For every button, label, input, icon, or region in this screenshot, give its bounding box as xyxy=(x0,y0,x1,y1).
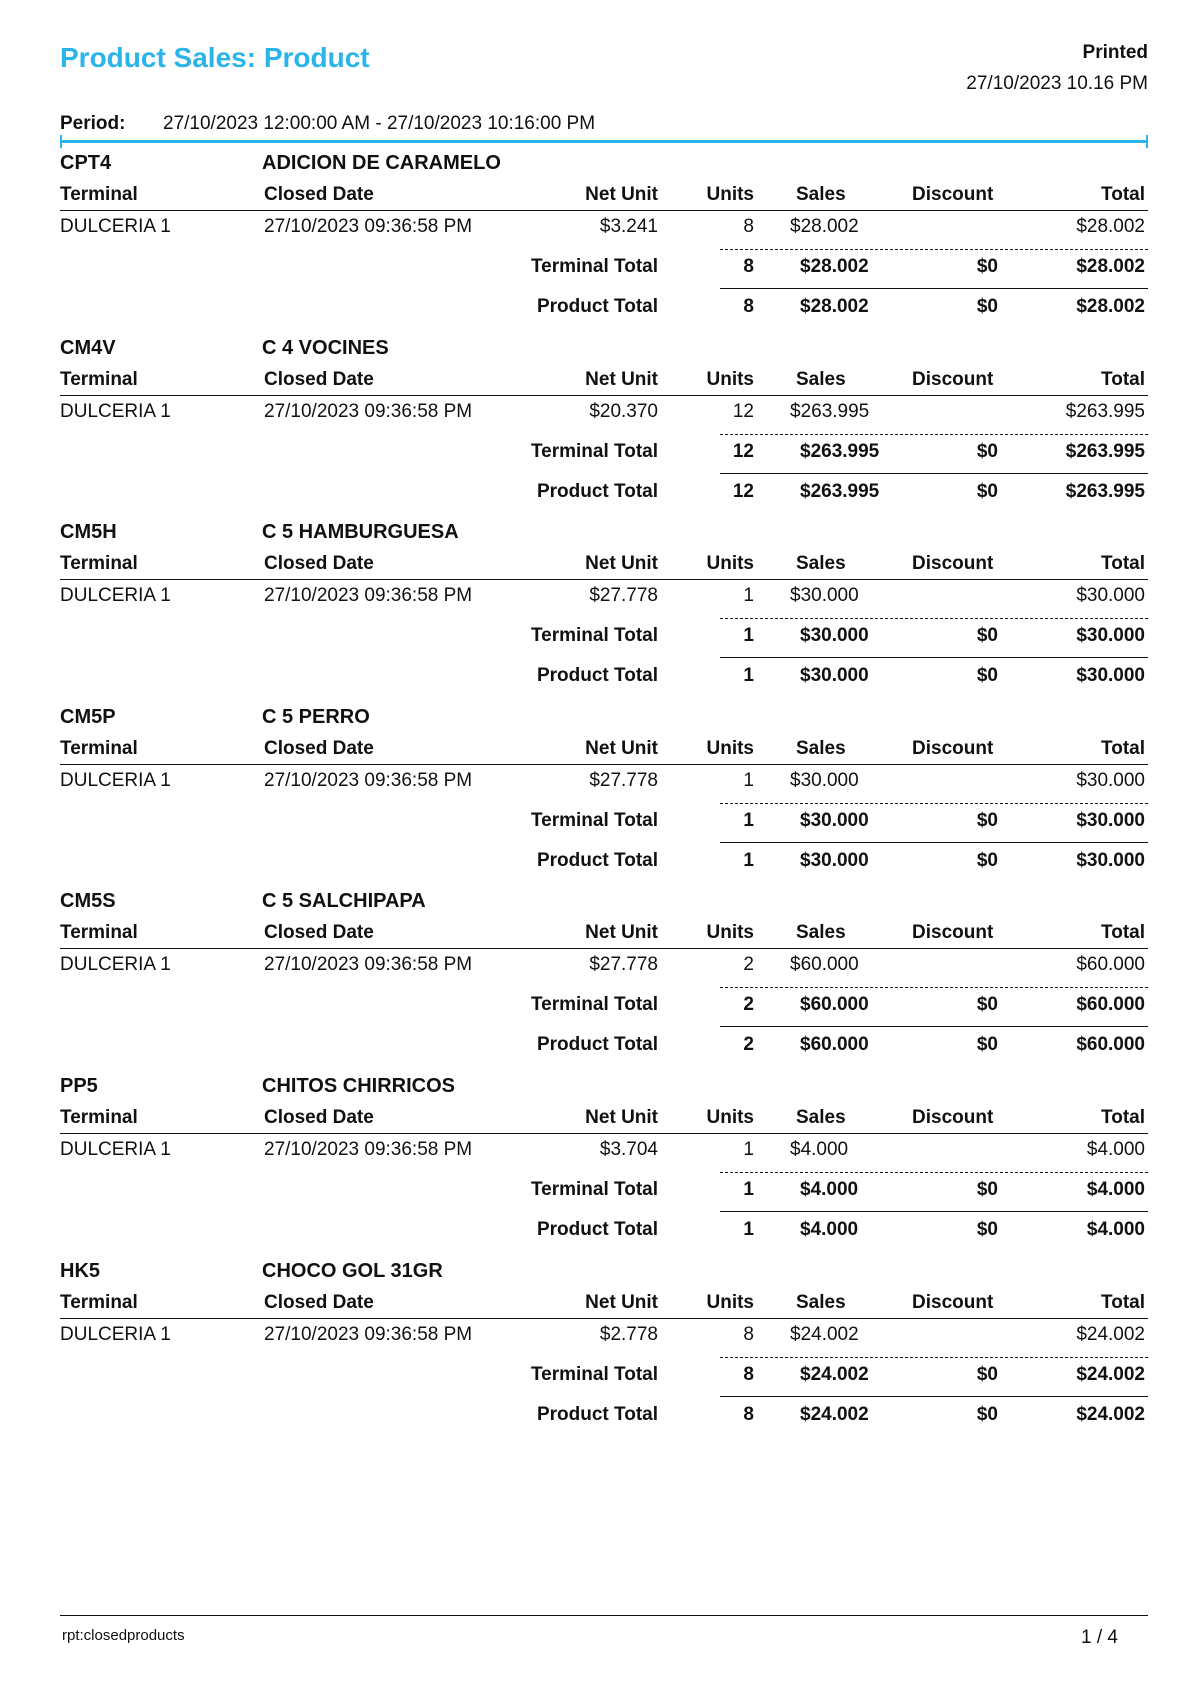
product-code: CM5S xyxy=(60,890,116,913)
product-total-row xyxy=(60,481,1148,505)
col-total: Total xyxy=(1101,737,1145,759)
col-net-unit: Net Unit xyxy=(585,553,658,575)
period-divider xyxy=(60,140,1148,143)
col-sales: Sales xyxy=(796,922,846,944)
product-total-label: Product Total xyxy=(536,480,658,502)
product-header xyxy=(60,1075,1148,1099)
col-units: Units xyxy=(706,922,754,944)
col-sales: Sales xyxy=(796,1291,846,1313)
cell-net-unit: $2.778 xyxy=(599,1323,658,1345)
product-section xyxy=(60,521,1148,706)
cell-closed-date: 27/10/2023 09:36:58 PM xyxy=(264,1323,473,1345)
product-name: CHOCO GOL 31GR xyxy=(262,1259,443,1282)
col-total: Total xyxy=(1101,184,1145,205)
col-net-unit: Net Unit xyxy=(585,922,658,944)
terminal-total-sales: $28.002 xyxy=(800,256,869,277)
cell-net-unit: $27.778 xyxy=(589,769,658,791)
product-total-total: $28.002 xyxy=(1076,296,1145,317)
col-closed-date: Closed Date xyxy=(264,1106,374,1128)
cell-total: $263.995 xyxy=(1065,400,1145,422)
cell-net-unit: $20.370 xyxy=(589,400,658,422)
terminal-total-sales: $24.002 xyxy=(800,1363,869,1385)
product-total-row xyxy=(60,665,1148,689)
product-code: CM4V xyxy=(60,336,116,359)
product-section xyxy=(60,1260,1148,1445)
cell-units: 8 xyxy=(743,1323,754,1345)
col-sales: Sales xyxy=(796,553,846,575)
header-divider xyxy=(60,764,1148,765)
header-divider xyxy=(60,948,1148,949)
terminal-total-discount: $0 xyxy=(976,256,998,277)
terminal-total-total: $30.000 xyxy=(1076,809,1145,831)
column-headers xyxy=(60,1107,1148,1131)
report-id: rpt:closedproducts xyxy=(62,1627,185,1644)
header-divider xyxy=(60,1318,1148,1319)
terminal-total-discount: $0 xyxy=(976,625,998,647)
product-code: CPT4 xyxy=(60,152,112,174)
terminal-total-sales: $4.000 xyxy=(800,1178,859,1200)
col-discount: Discount xyxy=(912,368,994,390)
product-section xyxy=(60,337,1148,522)
printed-label: Printed xyxy=(1082,42,1148,63)
product-total-discount: $0 xyxy=(976,1403,998,1425)
cell-sales: $30.000 xyxy=(790,585,859,607)
product-total-total: $4.000 xyxy=(1086,1218,1145,1240)
cell-sales: $30.000 xyxy=(790,769,859,791)
product-total-discount: $0 xyxy=(976,296,998,317)
terminal-total-units: 12 xyxy=(732,440,754,462)
cell-terminal: DULCERIA 1 xyxy=(60,585,171,607)
period-value: 27/10/2023 12:00:00 AM - 27/10/2023 10:16:00 PM xyxy=(163,113,596,134)
cell-units: 1 xyxy=(743,1138,754,1160)
terminal-total-row xyxy=(60,1179,1148,1203)
dashed-divider xyxy=(720,1172,1148,1173)
col-units: Units xyxy=(706,184,754,205)
product-total-label: Product Total xyxy=(536,665,658,687)
total-divider xyxy=(720,1396,1148,1397)
col-terminal: Terminal xyxy=(60,1106,138,1128)
dashed-divider xyxy=(720,434,1148,435)
cell-total: $24.002 xyxy=(1076,1323,1145,1345)
col-closed-date: Closed Date xyxy=(264,1291,374,1313)
product-total-units: 12 xyxy=(732,480,754,502)
product-total-total: $60.000 xyxy=(1076,1034,1145,1056)
column-headers xyxy=(60,184,1148,208)
terminal-total-label: Terminal Total xyxy=(530,994,658,1016)
col-net-unit: Net Unit xyxy=(585,184,658,205)
product-total-row xyxy=(60,1034,1148,1058)
col-terminal: Terminal xyxy=(60,368,138,390)
product-section xyxy=(60,1075,1148,1260)
col-terminal: Terminal xyxy=(60,922,138,944)
product-total-label: Product Total xyxy=(536,1218,658,1240)
cell-sales: $263.995 xyxy=(790,400,870,422)
cell-units: 8 xyxy=(743,216,754,237)
terminal-total-units: 1 xyxy=(743,1178,754,1200)
product-total-discount: $0 xyxy=(976,849,998,871)
cell-closed-date: 27/10/2023 09:36:58 PM xyxy=(264,954,473,976)
total-divider xyxy=(720,842,1148,843)
terminal-total-units: 1 xyxy=(743,809,754,831)
table-row xyxy=(60,954,1148,978)
terminal-total-label: Terminal Total xyxy=(530,1363,658,1385)
product-total-label: Product Total xyxy=(536,1403,658,1425)
terminal-total-discount: $0 xyxy=(976,1363,998,1385)
terminal-total-label: Terminal Total xyxy=(530,809,658,831)
dashed-divider xyxy=(720,803,1148,804)
col-terminal: Terminal xyxy=(60,553,138,575)
product-total-total: $30.000 xyxy=(1076,665,1145,687)
col-closed-date: Closed Date xyxy=(264,368,374,390)
col-sales: Sales xyxy=(796,184,846,205)
col-total: Total xyxy=(1101,1291,1145,1313)
terminal-total-sales: $30.000 xyxy=(800,625,869,647)
product-code: PP5 xyxy=(60,1074,98,1097)
product-total-row xyxy=(60,1404,1148,1428)
product-header xyxy=(60,1260,1148,1284)
total-divider xyxy=(720,657,1148,658)
product-header xyxy=(60,521,1148,545)
cell-terminal: DULCERIA 1 xyxy=(60,216,171,237)
dashed-divider xyxy=(720,249,1148,250)
product-total-sales: $24.002 xyxy=(800,1403,869,1425)
table-row xyxy=(60,401,1148,425)
column-headers xyxy=(60,369,1148,393)
col-terminal: Terminal xyxy=(60,1291,138,1313)
column-headers xyxy=(60,1292,1148,1316)
terminal-total-discount: $0 xyxy=(976,440,998,462)
col-net-unit: Net Unit xyxy=(585,737,658,759)
terminal-total-sales: $30.000 xyxy=(800,809,869,831)
col-discount: Discount xyxy=(912,1291,994,1313)
product-code: CM5P xyxy=(60,705,116,728)
col-discount: Discount xyxy=(912,737,994,759)
col-terminal: Terminal xyxy=(60,737,138,759)
col-units: Units xyxy=(706,553,754,575)
terminal-total-total: $4.000 xyxy=(1086,1178,1145,1200)
terminal-total-units: 2 xyxy=(743,994,754,1016)
terminal-total-sales: $263.995 xyxy=(800,440,880,462)
product-total-label: Product Total xyxy=(536,1034,658,1056)
product-name: ADICION DE CARAMELO xyxy=(262,152,501,174)
col-discount: Discount xyxy=(912,922,994,944)
col-closed-date: Closed Date xyxy=(264,184,374,205)
cell-units: 1 xyxy=(743,585,754,607)
cell-total: $60.000 xyxy=(1076,954,1145,976)
total-divider xyxy=(720,1026,1148,1027)
table-row xyxy=(60,216,1148,240)
table-row xyxy=(60,1324,1148,1348)
product-header xyxy=(60,706,1148,730)
terminal-total-row xyxy=(60,256,1148,280)
product-total-row xyxy=(60,296,1148,320)
product-total-total: $263.995 xyxy=(1065,480,1145,502)
product-name: C 5 SALCHIPAPA xyxy=(262,890,426,913)
product-total-units: 1 xyxy=(743,1218,754,1240)
cell-terminal: DULCERIA 1 xyxy=(60,400,171,422)
cell-net-unit: $3.241 xyxy=(599,216,658,237)
col-discount: Discount xyxy=(912,553,994,575)
cell-sales: $60.000 xyxy=(790,954,859,976)
terminal-total-row xyxy=(60,1364,1148,1388)
product-name: C 5 PERRO xyxy=(262,705,370,728)
terminal-total-row xyxy=(60,625,1148,649)
product-total-sales: $263.995 xyxy=(800,480,880,502)
terminal-total-total: $263.995 xyxy=(1065,440,1145,462)
column-headers xyxy=(60,553,1148,577)
terminal-total-discount: $0 xyxy=(976,994,998,1016)
cell-closed-date: 27/10/2023 09:36:58 PM xyxy=(264,769,473,791)
product-section xyxy=(60,152,1148,337)
product-section xyxy=(60,890,1148,1075)
header-divider xyxy=(60,210,1148,211)
product-header xyxy=(60,337,1148,361)
cell-terminal: DULCERIA 1 xyxy=(60,769,171,791)
total-divider xyxy=(720,288,1148,289)
col-net-unit: Net Unit xyxy=(585,1291,658,1313)
terminal-total-units: 8 xyxy=(743,256,754,277)
cell-total: $30.000 xyxy=(1076,769,1145,791)
cell-sales: $4.000 xyxy=(790,1138,849,1160)
col-closed-date: Closed Date xyxy=(264,737,374,759)
col-total: Total xyxy=(1101,1106,1145,1128)
product-total-discount: $0 xyxy=(976,480,998,502)
product-total-row xyxy=(60,1219,1148,1243)
product-total-discount: $0 xyxy=(976,1218,998,1240)
terminal-total-units: 8 xyxy=(743,1363,754,1385)
terminal-total-label: Terminal Total xyxy=(530,440,658,462)
col-sales: Sales xyxy=(796,368,846,390)
table-row xyxy=(60,770,1148,794)
product-total-label: Product Total xyxy=(536,849,658,871)
product-name: C 5 HAMBURGUESA xyxy=(262,521,459,544)
product-total-units: 8 xyxy=(743,296,754,317)
terminal-total-sales: $60.000 xyxy=(800,994,869,1016)
product-code: HK5 xyxy=(60,1259,101,1282)
total-divider xyxy=(720,1211,1148,1212)
product-total-units: 1 xyxy=(743,665,754,687)
terminal-total-label: Terminal Total xyxy=(530,1178,658,1200)
table-row xyxy=(60,585,1148,609)
dashed-divider xyxy=(720,987,1148,988)
col-total: Total xyxy=(1101,553,1145,575)
terminal-total-total: $24.002 xyxy=(1076,1363,1145,1385)
cell-units: 12 xyxy=(732,400,754,422)
cell-terminal: DULCERIA 1 xyxy=(60,954,171,976)
product-section xyxy=(60,706,1148,891)
product-total-units: 8 xyxy=(743,1403,754,1425)
cell-terminal: DULCERIA 1 xyxy=(60,1323,171,1345)
product-total-units: 1 xyxy=(743,849,754,871)
product-name: CHITOS CHIRRICOS xyxy=(262,1074,455,1097)
product-total-units: 2 xyxy=(743,1034,754,1056)
cell-terminal: DULCERIA 1 xyxy=(60,1138,171,1160)
col-total: Total xyxy=(1101,922,1145,944)
page-number: 1 / 4 xyxy=(1081,1627,1118,1648)
product-total-sales: $60.000 xyxy=(800,1034,869,1056)
cell-closed-date: 27/10/2023 09:36:58 PM xyxy=(264,585,473,607)
cell-units: 1 xyxy=(743,769,754,791)
product-total-sales: $30.000 xyxy=(800,849,869,871)
product-total-label: Product Total xyxy=(536,296,658,317)
cell-net-unit: $27.778 xyxy=(589,954,658,976)
terminal-total-label: Terminal Total xyxy=(530,256,658,277)
col-net-unit: Net Unit xyxy=(585,1106,658,1128)
cell-total: $4.000 xyxy=(1086,1138,1145,1160)
terminal-total-total: $60.000 xyxy=(1076,994,1145,1016)
terminal-total-label: Terminal Total xyxy=(530,625,658,647)
product-total-total: $24.002 xyxy=(1076,1403,1145,1425)
terminal-total-total: $30.000 xyxy=(1076,625,1145,647)
cell-closed-date: 27/10/2023 09:36:58 PM xyxy=(264,216,473,237)
col-net-unit: Net Unit xyxy=(585,368,658,390)
product-total-total: $30.000 xyxy=(1076,849,1145,871)
table-row xyxy=(60,1139,1148,1163)
col-discount: Discount xyxy=(912,184,994,205)
product-total-sales: $28.002 xyxy=(800,296,869,317)
product-sections xyxy=(60,152,1148,1444)
product-header xyxy=(60,890,1148,914)
product-total-row xyxy=(60,850,1148,874)
col-units: Units xyxy=(706,1291,754,1313)
product-name: C 4 VOCINES xyxy=(262,336,389,359)
cell-total: $30.000 xyxy=(1076,585,1145,607)
terminal-total-row xyxy=(60,994,1148,1018)
product-total-discount: $0 xyxy=(976,665,998,687)
col-units: Units xyxy=(706,1106,754,1128)
header-divider xyxy=(60,579,1148,580)
col-closed-date: Closed Date xyxy=(264,922,374,944)
cell-sales: $28.002 xyxy=(790,216,859,237)
terminal-total-row xyxy=(60,441,1148,465)
col-sales: Sales xyxy=(796,737,846,759)
col-units: Units xyxy=(706,737,754,759)
report-title: Product Sales: Product xyxy=(60,42,370,73)
dashed-divider xyxy=(720,618,1148,619)
period-label: Period: xyxy=(60,113,126,134)
column-headers xyxy=(60,922,1148,946)
col-discount: Discount xyxy=(912,1106,994,1128)
col-units: Units xyxy=(706,368,754,390)
header-divider xyxy=(60,1133,1148,1134)
product-code: CM5H xyxy=(60,521,117,544)
header-divider xyxy=(60,395,1148,396)
terminal-total-total: $28.002 xyxy=(1076,256,1145,277)
terminal-total-discount: $0 xyxy=(976,1178,998,1200)
footer-divider xyxy=(60,1615,1148,1616)
cell-units: 2 xyxy=(743,954,754,976)
cell-closed-date: 27/10/2023 09:36:58 PM xyxy=(264,1138,473,1160)
terminal-total-row xyxy=(60,810,1148,834)
cell-net-unit: $3.704 xyxy=(599,1138,658,1160)
col-total: Total xyxy=(1101,368,1145,390)
product-total-sales: $4.000 xyxy=(800,1218,859,1240)
cell-total: $28.002 xyxy=(1076,216,1145,237)
terminal-total-discount: $0 xyxy=(976,809,998,831)
cell-closed-date: 27/10/2023 09:36:58 PM xyxy=(264,400,473,422)
terminal-total-units: 1 xyxy=(743,625,754,647)
cell-net-unit: $27.778 xyxy=(589,585,658,607)
printed-date: 27/10/2023 10.16 PM xyxy=(966,73,1148,94)
col-terminal: Terminal xyxy=(60,184,138,205)
product-header xyxy=(60,152,1148,176)
total-divider xyxy=(720,473,1148,474)
column-headers xyxy=(60,738,1148,762)
col-closed-date: Closed Date xyxy=(264,553,374,575)
product-total-discount: $0 xyxy=(976,1034,998,1056)
col-sales: Sales xyxy=(796,1106,846,1128)
dashed-divider xyxy=(720,1357,1148,1358)
cell-sales: $24.002 xyxy=(790,1323,859,1345)
product-total-sales: $30.000 xyxy=(800,665,869,687)
